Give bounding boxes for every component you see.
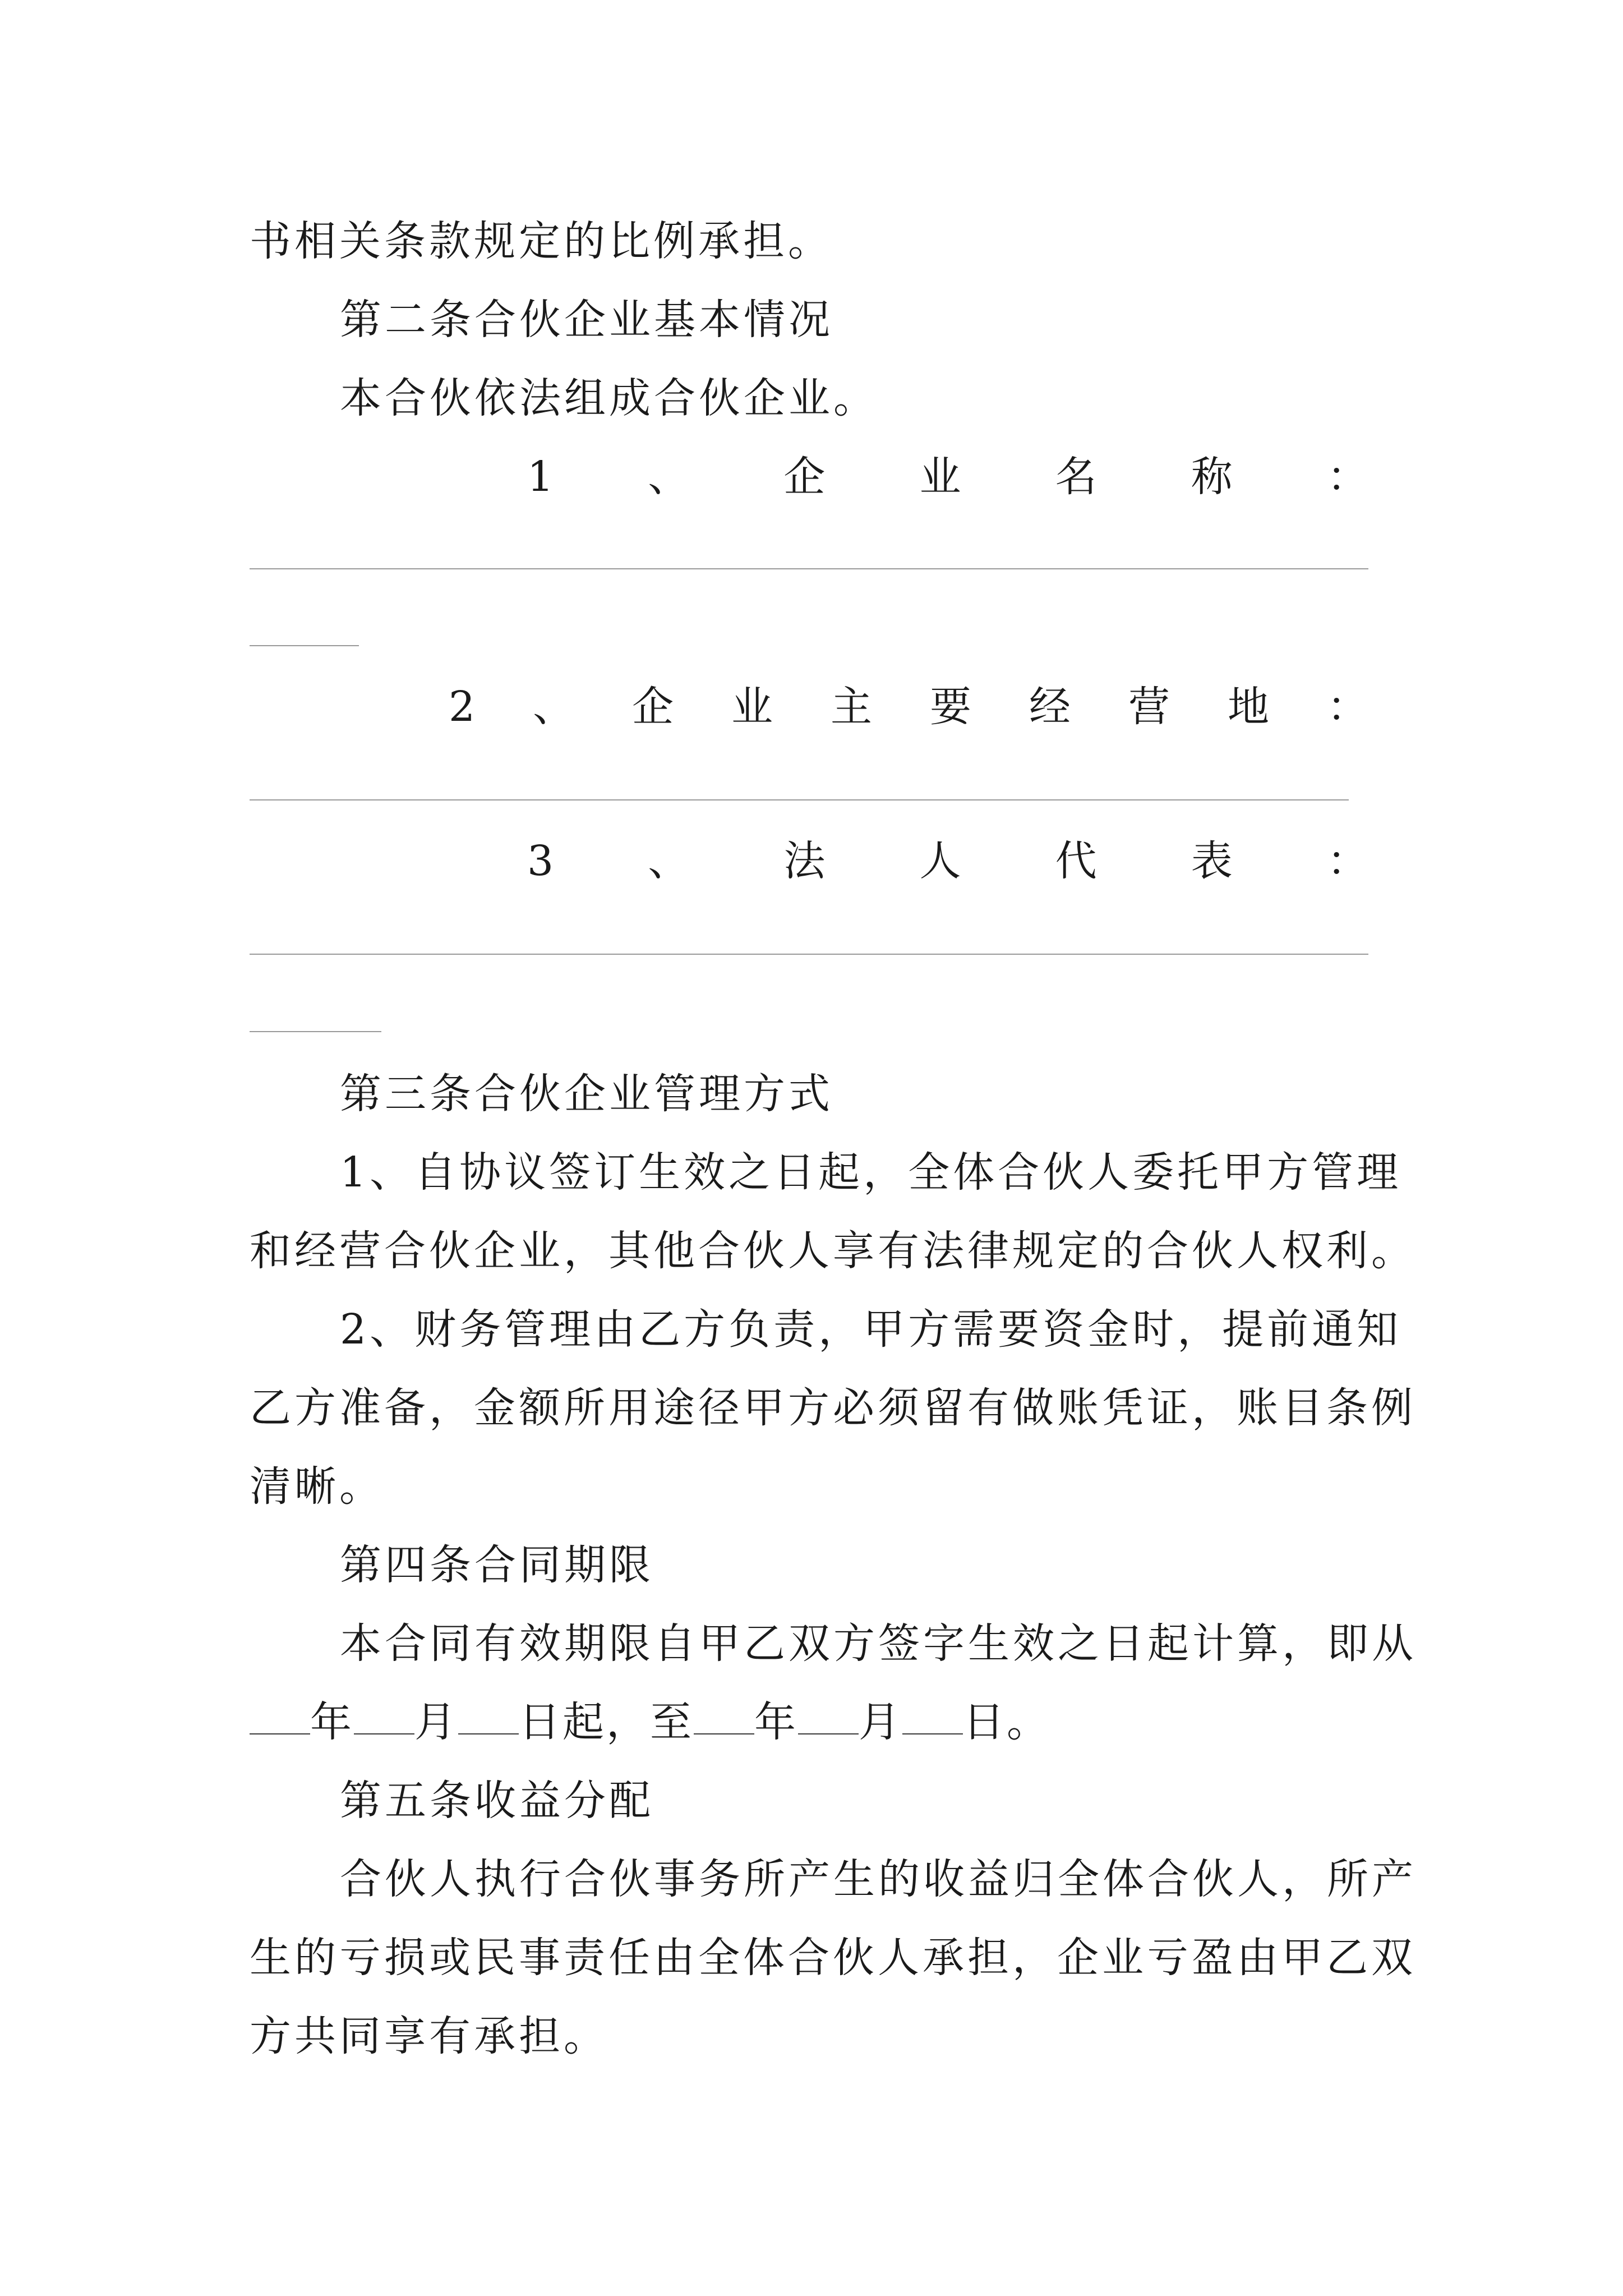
article-5-line-3: 方共同享有承担。 [250, 2012, 608, 2060]
item-1-char: 1 [527, 453, 554, 501]
item-2-char: 经 [1029, 683, 1071, 731]
item-1-blank-line [250, 568, 1368, 569]
item-3-char: ： [1326, 837, 1368, 885]
item-3-char: 表 [1191, 837, 1233, 885]
item-3-char: 代 [1055, 837, 1097, 885]
day-label: 日。 [963, 1698, 1050, 1746]
item-3-char: 人 [919, 837, 961, 885]
item-1-char: 业 [919, 453, 961, 501]
year-label: 年 [754, 1698, 798, 1746]
item-1-blank-line-end [250, 645, 359, 646]
item-3-char: 法 [783, 837, 826, 885]
article-4-date-line [250, 1694, 1391, 1750]
month-blank [798, 1694, 859, 1734]
day-blank [458, 1694, 519, 1734]
intro-line: 书相关条款规定的比例承担。 [250, 217, 833, 265]
item-2-char: 要 [930, 683, 972, 731]
item-2-char: 企 [632, 683, 674, 731]
year-blank [694, 1694, 754, 1734]
item-3-blank-line-end [250, 1031, 381, 1032]
year-blank [250, 1694, 310, 1734]
item-2-label [449, 679, 1368, 735]
month-label: 月 [859, 1698, 902, 1746]
article-3-para-1-line-1: 1、自协议签订生效之日起，全体合伙人委托甲方管理 [340, 1148, 1402, 1197]
item-2-char: ： [1326, 683, 1368, 731]
item-3-char: 3 [527, 837, 554, 885]
day-label: 日起，至 [519, 1698, 694, 1746]
article-2-title: 第二条合伙企业基本情况 [340, 296, 833, 344]
year-label: 年 [310, 1698, 354, 1746]
item-1-char: 名 [1055, 453, 1097, 501]
article-4-line-1: 本合同有效期限自甲乙双方签字生效之日起计算，即从 [340, 1619, 1417, 1668]
item-1-char: ： [1326, 453, 1368, 501]
item-1-label [527, 449, 1368, 505]
item-2-char: 营 [1128, 683, 1170, 731]
article-3-para-2-line-2: 乙方准备，金额所用途径甲方必须留有做账凭证，账目条例 [250, 1384, 1416, 1432]
article-5-title: 第五条收益分配 [340, 1777, 654, 1825]
item-1-char: 称 [1191, 453, 1233, 501]
item-2-blank-line [250, 799, 1349, 800]
item-2-char: 主 [831, 683, 873, 731]
item-2-char: 业 [731, 683, 773, 731]
item-2-char: 地 [1227, 683, 1269, 731]
article-4-title: 第四条合同期限 [340, 1541, 654, 1589]
item-2-char: 、 [533, 683, 575, 731]
item-3-label [527, 833, 1368, 889]
item-3-blank-line [250, 954, 1368, 955]
article-5-line-2: 生的亏损或民事责任由全体合伙人承担，企业亏盈由甲乙双 [250, 1934, 1416, 1982]
article-3-para-2-line-1: 2、财务管理由乙方负责，甲方需要资金时，提前通知 [340, 1305, 1402, 1354]
month-blank [354, 1694, 414, 1734]
item-2-char: 2 [449, 683, 476, 731]
article-3-para-1-line-2: 和经营合伙企业，其他合伙人享有法律规定的合伙人权利。 [250, 1227, 1416, 1275]
article-2-text: 本合伙依法组成合伙企业。 [340, 374, 878, 422]
item-3-char: 、 [648, 837, 690, 885]
item-1-char: 、 [648, 453, 690, 501]
article-3-title: 第三条合伙企业管理方式 [340, 1070, 833, 1118]
item-1-char: 企 [783, 453, 826, 501]
month-label: 月 [414, 1698, 458, 1746]
article-5-line-1: 合伙人执行合伙事务所产生的收益归全体合伙人，所产 [340, 1855, 1417, 1903]
article-3-para-2-line-3: 清晰。 [250, 1462, 384, 1511]
day-blank [902, 1694, 963, 1734]
